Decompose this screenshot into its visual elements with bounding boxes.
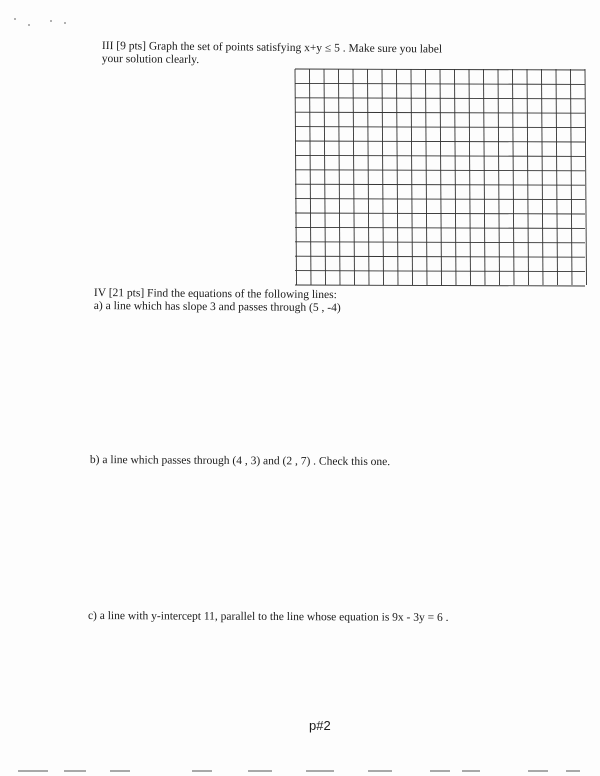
grid-line-vertical — [498, 69, 500, 285]
grid-line-horizontal — [295, 227, 585, 228]
grid-line-horizontal — [295, 285, 585, 286]
question-3-line-2: your solution clearly. — [101, 52, 200, 67]
question-4-part-b: b) a line which passes through (4 , 3) and (2 , 7) . Check this one. — [89, 454, 391, 469]
grid-line-horizontal — [295, 155, 585, 156]
grid-line-horizontal — [295, 213, 585, 214]
grid-line-vertical — [513, 69, 515, 285]
question-4-part-c: c) a line with y-intercept 11, parallel to the line whose equation is 9x - 3y = 6 . — [87, 610, 449, 624]
page-edge-marks — [0, 768, 600, 774]
scan-speck — [64, 22, 66, 24]
grid-line-horizontal — [295, 271, 585, 272]
question-4 — [94, 287, 514, 317]
grid-line-vertical — [585, 69, 587, 285]
grid-line-vertical — [382, 69, 384, 285]
grid-line-vertical — [295, 69, 297, 285]
question-4-part-a: a) a line which has slope 3 and passes through (5 , -4) — [93, 299, 341, 315]
grid-line-vertical — [556, 69, 558, 285]
grid-line-vertical — [411, 69, 413, 285]
grid-line-horizontal — [295, 141, 585, 142]
graph-grid[interactable] — [292, 66, 588, 288]
grid-line-vertical — [310, 69, 312, 285]
grid-line-vertical — [353, 69, 355, 285]
grid-line-vertical — [397, 69, 399, 285]
grid-line-vertical — [571, 69, 573, 285]
grid-line-vertical — [455, 69, 457, 285]
question-3-line-1: III [9 pts] Graph the set of points satisfying x+y ≤ 5 . Make sure you label — [101, 40, 443, 56]
grid-line-horizontal — [295, 184, 585, 185]
grid-line-vertical — [324, 69, 326, 285]
scan-speck — [14, 18, 16, 20]
grid-line-horizontal — [295, 242, 585, 243]
grid-line-vertical — [484, 69, 486, 285]
grid-line-horizontal — [295, 256, 585, 257]
grid-line-horizontal — [295, 170, 585, 171]
scan-speck — [50, 20, 52, 22]
question-4-heading: IV [21 pts] Find the equations of the following lines: — [93, 287, 337, 302]
grid-line-vertical — [368, 69, 370, 285]
grid-line-vertical — [527, 69, 529, 285]
page-number: p#2 — [309, 718, 331, 733]
grid-line-vertical — [339, 69, 341, 285]
grid-line-vertical — [426, 69, 428, 285]
grid-line-vertical — [469, 69, 471, 285]
grid-line-vertical — [440, 69, 442, 285]
grid-line-horizontal — [295, 199, 585, 200]
grid-line-vertical — [542, 69, 544, 285]
scan-speck — [28, 24, 30, 26]
